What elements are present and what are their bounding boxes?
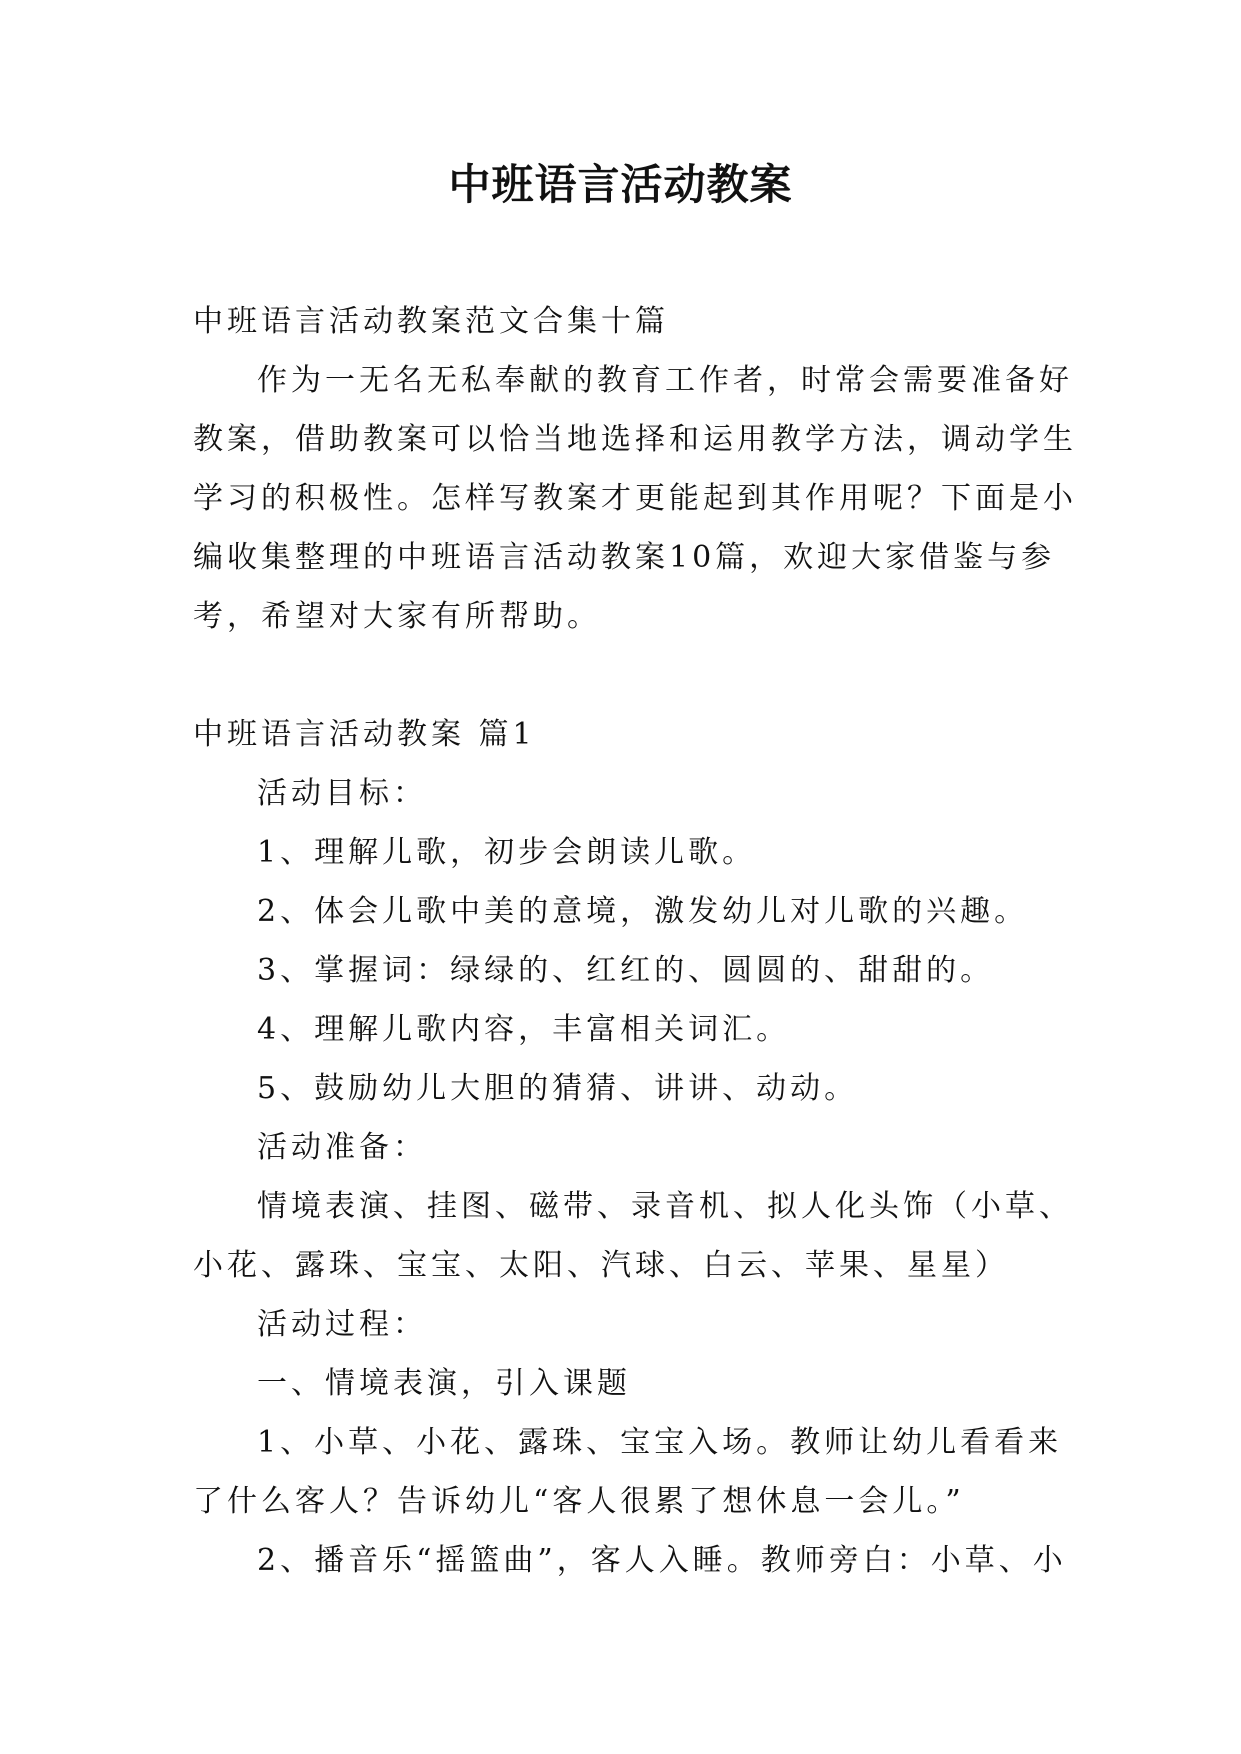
- body-line: 活动准备：: [257, 1130, 427, 1165]
- section-heading: 中班语言活动教案 篇1: [193, 717, 536, 752]
- intro-paragraph-line: 编收集整理的中班语言活动教案10篇，欢迎大家借鉴与参: [193, 540, 1056, 575]
- body-line: 1、理解儿歌，初步会朗读儿歌。: [257, 835, 757, 870]
- body-line: 活动目标：: [257, 776, 427, 811]
- body-line: 2、体会儿歌中美的意境，激发幼儿对儿歌的兴趣。: [257, 894, 1029, 929]
- body-line: 情境表演、挂图、磁带、录音机、拟人化头饰（小草、: [257, 1189, 1073, 1224]
- collection-heading: 中班语言活动教案范文合集十篇: [193, 304, 669, 339]
- intro-paragraph-line: 教案，借助教案可以恰当地选择和运用教学方法，调动学生: [193, 422, 1077, 457]
- body-line: 5、鼓励幼儿大胆的猜猜、讲讲、动动。: [257, 1071, 859, 1106]
- body-line: 4、理解儿歌内容，丰富相关词汇。: [257, 1012, 791, 1047]
- body-line: 了什么客人？告诉幼儿“客人很累了想休息一会儿。”: [193, 1484, 965, 1519]
- body-line: 一、情境表演，引入课题: [257, 1366, 631, 1401]
- body-line: 3、掌握词：绿绿的、红红的、圆圆的、甜甜的。: [257, 953, 995, 988]
- body-line: 小花、露珠、宝宝、太阳、汽球、白云、苹果、星星）: [193, 1248, 1009, 1283]
- intro-paragraph-line: 作为一无名无私奉献的教育工作者，时常会需要准备好: [257, 363, 1073, 398]
- intro-paragraph-line: 学习的积极性。怎样写教案才更能起到其作用呢？下面是小: [193, 481, 1077, 516]
- intro-paragraph-line: 考，希望对大家有所帮助。: [193, 599, 601, 634]
- paragraph-gap: [193, 646, 1073, 705]
- document-body: [193, 292, 1077, 1590]
- body-line: 2、播音乐“摇篮曲”，客人入睡。教师旁白：小草、小: [257, 1543, 1067, 1578]
- body-line: 活动过程：: [257, 1307, 427, 1342]
- body-line: 1、小草、小花、露珠、宝宝入场。教师让幼儿看看来: [257, 1425, 1063, 1460]
- document-title: 中班语言活动教案: [448, 160, 793, 209]
